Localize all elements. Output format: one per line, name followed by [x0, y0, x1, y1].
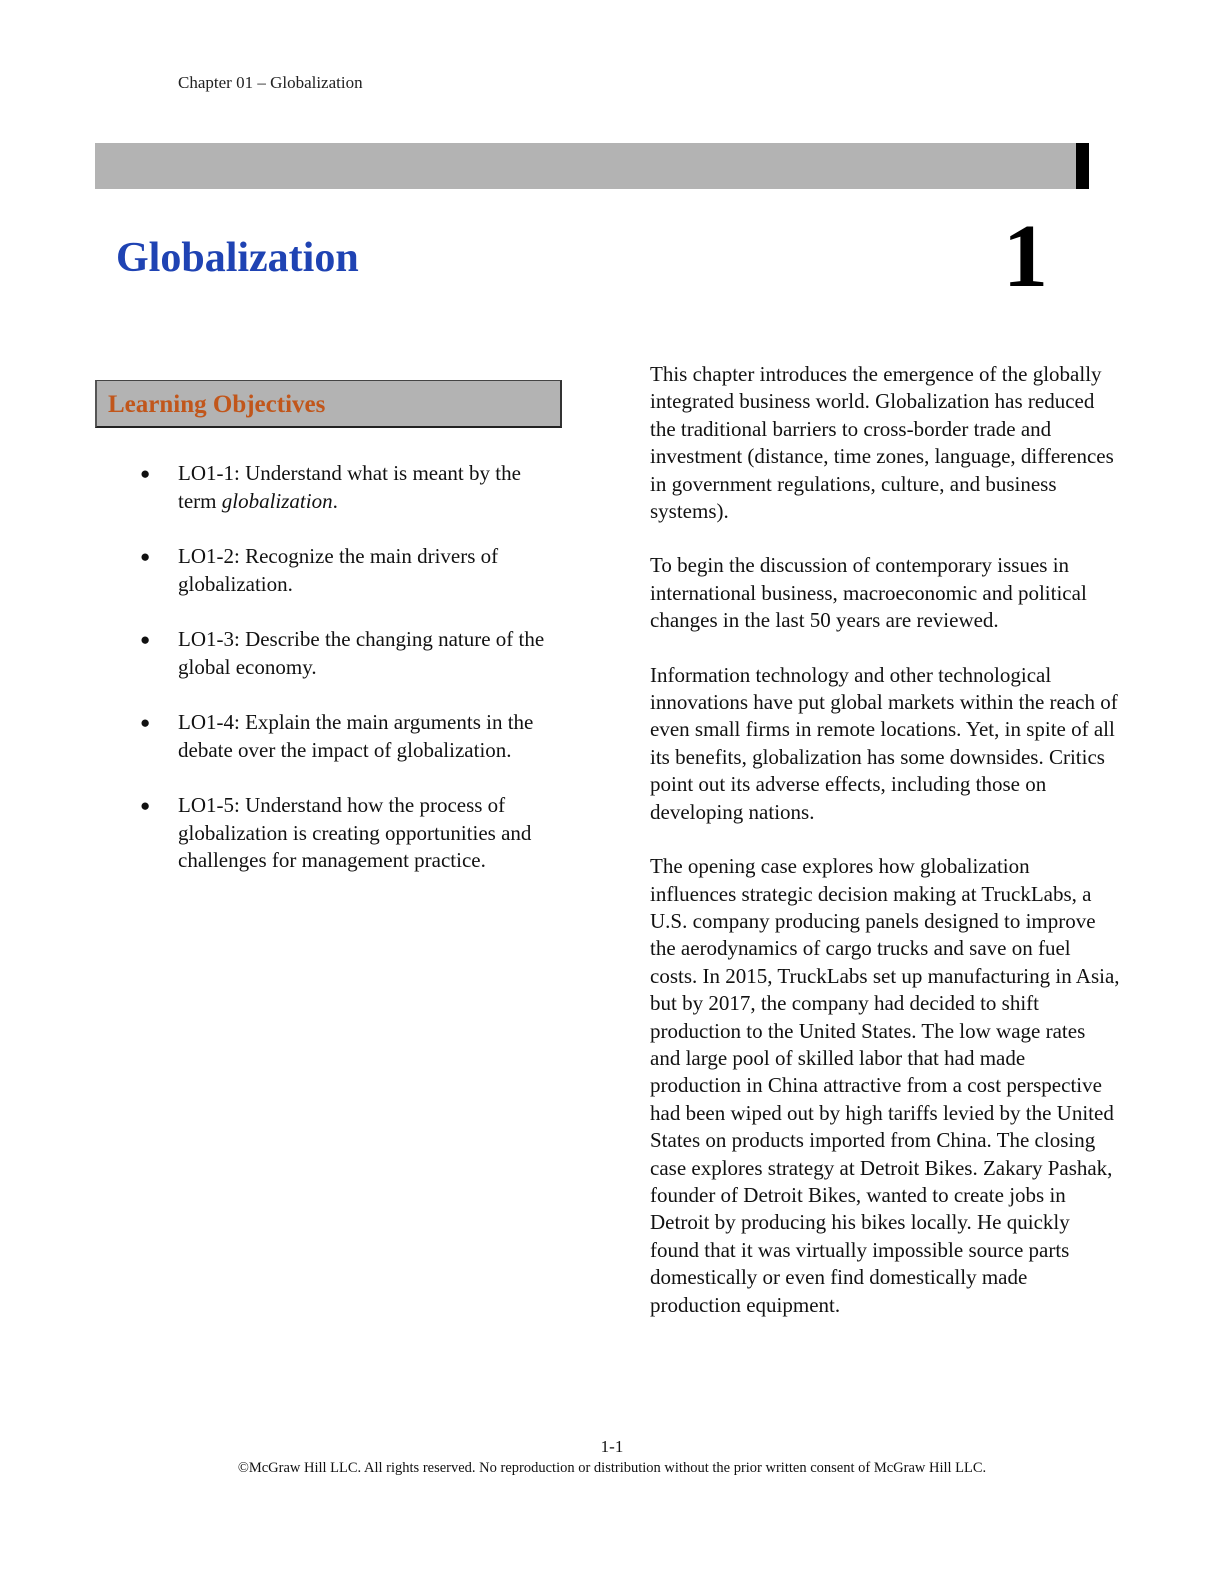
intro-paragraph: To begin the discussion of contemporary issues in international business, macroeconomic and political changes in the last 50 years are reviewed. — [650, 553, 1087, 633]
intro-paragraph: The opening case explores how globalization influences strategic decision making at TruckLabs, a U.S. company producing panels designed to improve the aerodynamics of cargo trucks and save on fuel costs. In 2015, TruckLabs set up manufacturing in Asia, but by 2017, the company had decided to shift production to the United States. The low wage rates and large pool of skilled labor that had made production in China attractive from a cost perspective had been wiped out by high tariffs levied by the United States on products imported from China. The closing case explores strategy at Detroit Bikes. Zakary Pashak, founder of Detroit Bikes, wanted to create jobs in Detroit by producing his bikes locally. He quickly found that it was virtually impossible source parts domestically or even find domestically made production equipment. — [650, 854, 1120, 1317]
bullet-icon: ● — [140, 796, 151, 815]
learning-objective-1 — [140, 460, 560, 515]
chapter-introduction — [650, 361, 1120, 1346]
learning-objective-text: LO1-2: Recognize the main drivers of globalization. — [178, 544, 499, 596]
learning-objective-text: LO1-4: Explain the main arguments in the debate over the impact of globalization. — [178, 710, 534, 762]
page-number: 1-1 — [600, 1437, 624, 1456]
learning-objective-5 — [140, 792, 560, 875]
intro-paragraph: This chapter introduces the emergence of the globally integrated business world. Globalization has reduced the traditional barriers to cross-border trade and investment (distance, time zones, language, differences in government regulations, culture, and business systems). — [650, 362, 1114, 524]
learning-objectives-header-box — [95, 380, 562, 428]
bullet-icon: ● — [140, 713, 151, 732]
bullet-icon: ● — [140, 547, 151, 566]
learning-objective-2 — [140, 543, 560, 598]
bullet-icon: ● — [140, 630, 151, 649]
copyright-notice: ©McGraw Hill LLC. All rights reserved. No reproduction or distribution without the prior written consent of McGraw Hill LLC. — [237, 1460, 987, 1476]
chapter-banner-bar — [95, 143, 1076, 189]
chapter-banner-cap — [1076, 143, 1089, 189]
chapter-number: 1 — [1003, 207, 1048, 306]
bullet-icon: ● — [140, 464, 151, 483]
learning-objective-text: LO1-5: Understand how the process of globalization is creating opportunities and challenges for management practice. — [178, 793, 532, 872]
learning-objective-text: LO1-3: Describe the changing nature of the global economy. — [178, 627, 545, 679]
learning-objective-4 — [140, 709, 560, 764]
running-header: Chapter 01 – Globalization — [178, 73, 363, 92]
learning-objectives-heading: Learning Objectives — [108, 391, 326, 418]
learning-objectives-list — [140, 460, 560, 903]
chapter-title: Globalization — [116, 235, 359, 281]
learning-objective-text: LO1-1: Understand what is meant by the term — [178, 461, 521, 513]
learning-objective-3 — [140, 626, 560, 681]
learning-objective-text-end: . — [332, 488, 338, 513]
learning-objective-emphasis: globalization — [221, 488, 333, 513]
intro-paragraph: Information technology and other technological innovations have put global markets within the reach of even small firms in remote locations. Yet, in spite of all its benefits, globalization has some downsides. Critics point out its adverse effects, including those on developing nations. — [650, 662, 1118, 824]
